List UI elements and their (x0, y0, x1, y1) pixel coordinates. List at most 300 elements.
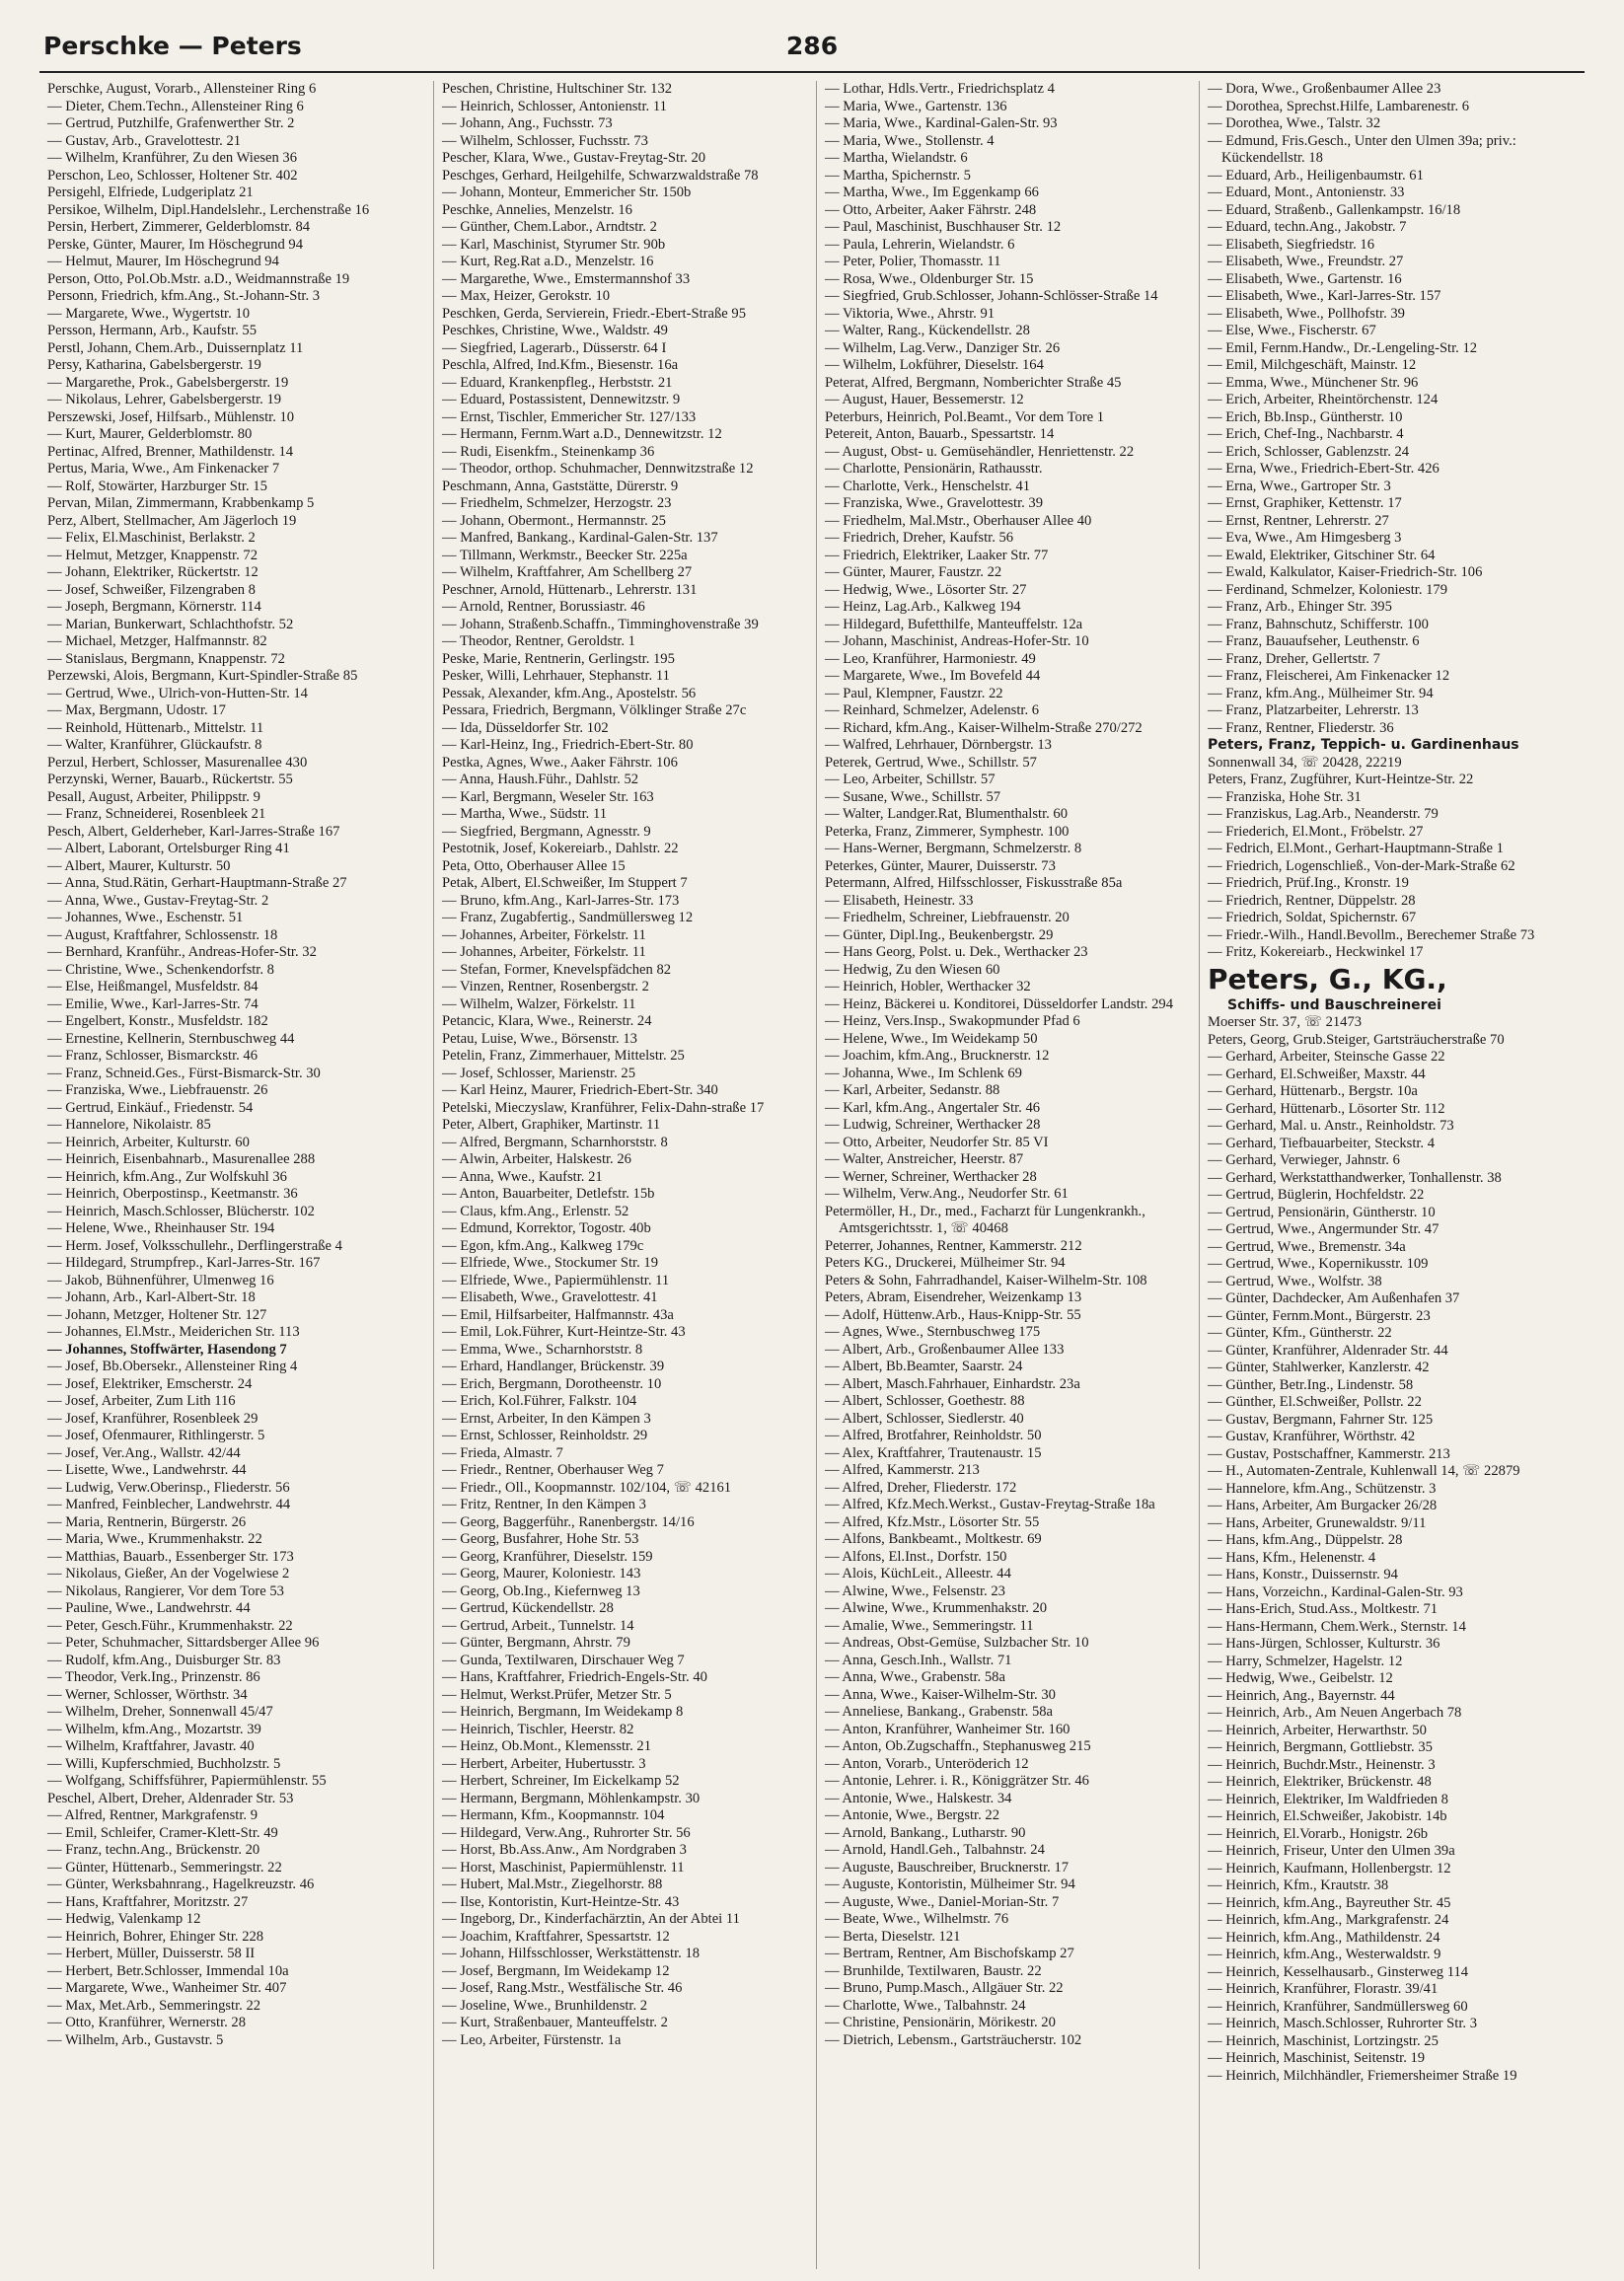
directory-entry: — Josef, Schlosser, Marienstr. 25 (442, 1065, 636, 1081)
directory-entry: — Wilhelm, Schlosser, Fuchsstr. 73 (442, 132, 648, 149)
directory-entry: — Stanislaus, Bergmann, Knappenstr. 72 (47, 650, 285, 667)
directory-entry: — Elfriede, Wwe., Stockumer Str. 19 (442, 1255, 658, 1271)
directory-entry: Peschmann, Anna, Gaststätte, Dürerstr. 9 (442, 478, 679, 494)
directory-entry: Pertinac, Alfred, Brenner, Mathildenstr. 14 (47, 443, 294, 460)
directory-entry: — Johann, Ang., Fuchsstr. 73 (442, 115, 613, 131)
directory-entry: — Anna, Wwe., Kaiser-Wilhelm-Str. 30 (825, 1686, 1056, 1703)
directory-entry: — Gerhard, Hüttenarb., Bergstr. 10a (1208, 1083, 1418, 1099)
directory-entry: — Siegfried, Lagerarb., Düsserstr. 64 I (442, 339, 667, 356)
directory-entry: — Rudi, Eisenkfm., Steinenkamp 36 (442, 443, 655, 460)
directory-entry: — Elisabeth, Wwe., Freundstr. 27 (1208, 254, 1404, 269)
directory-entry: — Günther, Betr.Ing., Lindenstr. 58 (1208, 1376, 1414, 1393)
directory-entry: Peters, Abram, Eisendreher, Weizenkamp 13 (825, 1289, 1082, 1305)
directory-entry: — Reinhard, Schmelzer, Adelenstr. 6 (825, 702, 1040, 718)
directory-entry: — Heinrich, Milchhändler, Friemersheimer Straße 19 (1208, 2067, 1517, 2084)
directory-entry: — Wolfgang, Schiffsführer, Papiermühlenstr. 55 (47, 1773, 327, 1789)
directory-entry: — Johannes, Arbeiter, Förkelstr. 11 (442, 944, 646, 960)
directory-entry: — Heinrich, Schlosser, Antonienstr. 11 (442, 98, 667, 114)
directory-entry: Pestka, Agnes, Wwe., Aaker Fährstr. 106 (442, 754, 678, 771)
directory-entry: — Bruno, kfm.Ang., Karl-Jarres-Str. 173 (442, 892, 680, 909)
directory-entry: Peterburs, Heinrich, Pol.Beamt., Vor dem Tore 1 (825, 408, 1105, 425)
directory-entry: Peter, Albert, Graphiker, Martinstr. 11 (442, 1117, 661, 1133)
directory-entry: — Rolf, Stowärter, Harzburger Str. 15 (47, 478, 267, 494)
directory-entry: — Hans, Kfm., Helenenstr. 4 (1208, 1549, 1376, 1566)
directory-entry: — Anneliese, Bankang., Grabenstr. 58a (825, 1704, 1054, 1720)
directory-entry: — Antonie, Wwe., Bergstr. 22 (825, 1807, 1000, 1823)
directory-entry: — Heinz, Bäckerei u. Konditorei, Düsseldorfer Landstr. 294 (825, 995, 1173, 1012)
directory-entry: — Helmut, Maurer, Im Höschegrund 94 (47, 254, 279, 269)
directory-entry: — Johannes, Stoffwärter, Hasendong 7 (47, 1341, 287, 1358)
directory-entry: — Ernst, Rentner, Lehrerstr. 27 (1208, 512, 1389, 529)
directory-entry: — Alfons, El.Inst., Dorfstr. 150 (825, 1548, 1007, 1565)
directory-entry: — Heinrich, kfm.Ang., Zur Wolfskuhl 36 (47, 1168, 287, 1185)
directory-entry: — Helene, Wwe., Rheinhauser Str. 194 (47, 1220, 275, 1236)
directory-entry: — Hedwig, Valenkamp 12 (47, 1911, 201, 1927)
directory-entry: — Erich, Bb.Insp., Güntherstr. 10 (1208, 408, 1403, 425)
directory-entry: — Manfred, Bankang., Kardinal-Galen-Str. 137 (442, 530, 718, 546)
directory-entry: — Franz, Platzarbeiter, Lehrerstr. 13 (1208, 702, 1419, 718)
directory-entry: — Charlotte, Wwe., Talbahnstr. 24 (825, 1997, 1026, 2014)
column-3 (817, 81, 1200, 2269)
directory-entry: — Theodor, Verk.Ing., Prinzenstr. 86 (47, 1669, 260, 1685)
directory-entry: — Michael, Metzger, Halfmannstr. 82 (47, 633, 267, 649)
directory-entry: Peta, Otto, Oberhauser Allee 15 (442, 857, 626, 874)
directory-entry: — Theodor, Rentner, Geroldstr. 1 (442, 633, 635, 649)
directory-entry: — Pauline, Wwe., Landwehrstr. 44 (47, 1600, 251, 1616)
directory-entry: — Kurt, Reg.Rat a.D., Menzelstr. 16 (442, 254, 654, 269)
directory-entry: — Anna, Haush.Führ., Dahlstr. 52 (442, 772, 639, 787)
directory-entry: — Friedhelm, Schreiner, Liebfrauenstr. 20 (825, 910, 1070, 925)
directory-entry: — Franz, Schneid.Ges., Fürst-Bismarck-Str. 30 (47, 1065, 321, 1081)
directory-entry: — Gerhard, Werkstatthandwerker, Tonhallenstr. 38 (1208, 1169, 1502, 1186)
directory-entry: — Heinrich, El.Schweißer, Jakobistr. 14b (1208, 1808, 1447, 1824)
directory-entry: — Anna, Stud.Rätin, Gerhart-Hauptmann-Straße 27 (47, 875, 347, 891)
directory-entry: — Heinrich, Friseur, Unter den Ulmen 39a (1208, 1843, 1455, 1859)
directory-entry: — Karl, Bergmann, Weseler Str. 163 (442, 788, 654, 805)
directory-entry: — Albert, Bb.Beamter, Saarstr. 24 (825, 1359, 1023, 1374)
directory-entry: — Günter, Bergmann, Ahrstr. 79 (442, 1635, 630, 1651)
directory-entry: — Hermann, Bergmann, Möhlenkampstr. 30 (442, 1790, 701, 1806)
directory-entry: Peters KG., Druckerei, Mülheimer Str. 94 (825, 1255, 1066, 1271)
directory-entry: — Amalie, Wwe., Semmeringstr. 11 (825, 1617, 1034, 1634)
directory-entry: — Heinrich, Kranführer, Florastr. 39/41 (1208, 1981, 1439, 1997)
directory-entry: — Paul, Klempner, Faustzr. 22 (825, 685, 1003, 701)
directory-entry: — Emma, Wwe., Münchener Str. 96 (1208, 374, 1419, 391)
directory-entry: — Heinrich, kfm.Ang., Bayreuther Str. 45 (1208, 1894, 1451, 1911)
directory-entry: — Josef, Bergmann, Im Weidekamp 12 (442, 1962, 670, 1979)
directory-entry: — Walter, Rang., Kückendellstr. 28 (825, 323, 1030, 338)
directory-entry: Perzul, Herbert, Schlosser, Masurenallee 430 (47, 754, 308, 771)
directory-entry: Persson, Hermann, Arb., Kaufstr. 55 (47, 323, 257, 338)
directory-entry: — Gustav, Postschaffner, Kammerstr. 213 (1208, 1445, 1450, 1462)
column-1 (39, 81, 434, 2269)
directory-entry: — Josef, Elektriker, Emscherstr. 24 (47, 1375, 253, 1392)
directory-entry: — Bruno, Pump.Masch., Allgäuer Str. 22 (825, 1980, 1064, 1996)
directory-entry: — Leo, Arbeiter, Fürstenstr. 1a (442, 2031, 622, 2048)
directory-entry: — Walter, Landger.Rat, Blumenthalstr. 60 (825, 806, 1069, 822)
directory-entry: — Ewald, Elektriker, Gitschiner Str. 64 (1208, 547, 1436, 563)
directory-entry: — Gertrud, Wwe., Bremenstr. 34a (1208, 1238, 1406, 1255)
directory-entry: — Friedrich, Dreher, Kaufstr. 56 (825, 530, 1014, 546)
directory-entry: — Hans-Jürgen, Schlosser, Kulturstr. 36 (1208, 1636, 1440, 1652)
directory-entry: — Horst, Bb.Ass.Anw., Am Nordgraben 3 (442, 1842, 687, 1858)
directory-entry: — Eduard, Arb., Heiligenbaumstr. 61 (1208, 167, 1424, 184)
directory-entry: — Ernst, Schlosser, Reinholdstr. 29 (442, 1428, 648, 1443)
directory-entry: — Josef, Schweißer, Filzengraben 8 (47, 581, 256, 598)
directory-entry: — Antonie, Wwe., Halskestr. 34 (825, 1790, 1012, 1806)
directory-entry: — Johann, Straßenb.Schaffn., Timminghovenstraße 39 (442, 616, 759, 632)
directory-entry: — Leo, Arbeiter, Schillstr. 57 (825, 772, 996, 787)
directory-entry: — Gerhard, Mal. u. Anstr., Reinholdstr. 73 (1208, 1118, 1454, 1134)
directory-entry: — Ernestine, Kellnerin, Sternbuschweg 44 (47, 1030, 295, 1047)
directory-entry: — Eduard, Krankenpfleg., Herbststr. 21 (442, 374, 673, 391)
directory-entry: — Alwine, Wwe., Krummenhakstr. 20 (825, 1600, 1048, 1616)
directory-entry: — Karl, kfm.Ang., Angertaler Str. 46 (825, 1099, 1041, 1116)
directory-entry: Perschon, Leo, Schlosser, Holtener Str. 402 (47, 167, 298, 184)
directory-entry: — Christine, Pensionärin, Mörikestr. 20 (825, 2015, 1056, 2030)
directory-entry: — Heinrich, Arb., Am Neuen Angerbach 78 (1208, 1705, 1462, 1721)
directory-entry: — Heinrich, kfm.Ang., Westerwaldstr. 9 (1208, 1947, 1441, 1962)
directory-entry: — Alfred, Bergmann, Scharnhorststr. 8 (442, 1134, 668, 1150)
directory-entry: — Emil, Schleifer, Cramer-Klett-Str. 49 (47, 1824, 278, 1841)
directory-entry: — Hans, Konstr., Duissernstr. 94 (1208, 1567, 1398, 1582)
directory-entry: — Wilhelm, Walzer, Förkelstr. 11 (442, 995, 636, 1012)
directory-entry: — Herbert, Arbeiter, Hubertusstr. 3 (442, 1755, 646, 1772)
directory-entry: — Johann, Elektriker, Rückertstr. 12 (47, 564, 258, 580)
directory-entry: — Hans-Hermann, Chem.Werk., Sternstr. 14 (1208, 1618, 1466, 1635)
directory-entry: — Georg, Kranführer, Dieselstr. 159 (442, 1548, 653, 1565)
directory-entry: Petermann, Alfred, Hilfsschlosser, Fiskusstraße 85a (825, 875, 1123, 891)
directory-entry: — Günter, Kranführer, Aldenrader Str. 44 (1208, 1342, 1448, 1359)
directory-entry: — Wilhelm, Lag.Verw., Danziger Str. 26 (825, 339, 1061, 356)
directory-entry: — Joachim, Kraftfahrer, Spessartstr. 12 (442, 1928, 670, 1945)
directory-entry: — Christine, Wwe., Schenkendorfstr. 8 (47, 961, 274, 978)
directory-entry: — Johann, Metzger, Holtener Str. 127 (47, 1306, 267, 1323)
directory-entry: — Martha, Wwe., Südstr. 11 (442, 806, 608, 822)
directory-entry: — Eduard, Straßenb., Gallenkampstr. 16/18 (1208, 201, 1461, 218)
directory-entry: — Heinrich, Kranführer, Sandmüllersweg 60 (1208, 1998, 1468, 2015)
directory-entry: — Walfred, Lehrhauer, Dörnbergstr. 13 (825, 737, 1052, 753)
directory-entry: Peterka, Franz, Zimmerer, Symphestr. 100 (825, 823, 1070, 840)
directory-entry: Perzewski, Alois, Bergmann, Kurt-Spindler-Straße 85 (47, 668, 358, 684)
directory-entry: — Alfred, Kfz.Mstr., Lösorter Str. 55 (825, 1513, 1040, 1530)
directory-entry: Peschner, Arnold, Hüttenarb., Lehrerstr. 131 (442, 581, 698, 598)
directory-entry: Petelski, Mieczyslaw, Kranführer, Felix-Dahn-straße 17 (442, 1099, 765, 1116)
directory-entry: — Wilhelm, Dreher, Sonnenwall 45/47 (47, 1704, 273, 1720)
directory-entry: — Anton, Kranführer, Wanheimer Str. 160 (825, 1721, 1070, 1737)
directory-entry: — Herbert, Schreiner, Im Eickelkamp 52 (442, 1773, 680, 1789)
directory-entry: — Arnold, Handl.Geh., Talbahnstr. 24 (825, 1842, 1045, 1858)
directory-entry: — Brunhilde, Textilwaren, Baustr. 22 (825, 1962, 1042, 1979)
directory-entry: — Wilhelm, Verw.Ang., Neudorfer Str. 61 (825, 1186, 1069, 1202)
directory-entry: — Elfriede, Wwe., Papiermühlenstr. 11 (442, 1272, 670, 1288)
directory-entry: — Werner, Schreiner, Werthacker 28 (825, 1168, 1037, 1185)
directory-entry: — Johann, Monteur, Emmericher Str. 150b (442, 184, 692, 200)
directory-entry: — Heinz, Vers.Insp., Swakopmunder Pfad 6 (825, 1013, 1080, 1029)
directory-entry: Peters, Franz, Zugführer, Kurt-Heintze-Str. 22 (1208, 772, 1474, 787)
directory-entry: — Fritz, Kokereiarb., Heckwinkel 17 (1208, 944, 1424, 960)
directory-entry: — Wilhelm, Lokführer, Dieselstr. 164 (825, 357, 1044, 373)
directory-entry: Peschken, Gerda, Servierein, Friedr.-Ebert-Straße 95 (442, 305, 746, 322)
directory-entry: — Anna, Wwe., Gustav-Freytag-Str. 2 (47, 892, 269, 909)
directory-entry: Peschkes, Christine, Wwe., Waldstr. 49 (442, 323, 668, 338)
directory-entry: — Peter, Polier, Thomasstr. 11 (825, 254, 1001, 269)
directory-entry: — Heinrich, Bergmann, Gottliebstr. 35 (1208, 1739, 1433, 1755)
directory-entry: — Fedrich, El.Mont., Gerhart-Hauptmann-Straße 1 (1208, 841, 1504, 856)
directory-entry: — Helene, Wwe., Im Weidekamp 50 (825, 1030, 1038, 1047)
directory-entry: — Anna, Gesch.Inh., Wallstr. 71 (825, 1652, 1012, 1668)
directory-entry: — Franz, kfm.Ang., Mülheimer Str. 94 (1208, 685, 1434, 701)
directory-entry: — August, Kraftfahrer, Schlossenstr. 18 (47, 926, 278, 943)
directory-entry: Persin, Herbert, Zimmerer, Gelderblomstr. 84 (47, 219, 311, 235)
directory-entry: — Otto, Arbeiter, Aaker Fährstr. 248 (825, 201, 1037, 218)
directory-entry: — Otto, Kranführer, Wernerstr. 28 (47, 2015, 247, 2030)
directory-entry: — Martha, Wwe., Im Eggenkamp 66 (825, 184, 1039, 200)
directory-entry: — Ernst, Arbeiter, In den Kämpen 3 (442, 1410, 651, 1427)
column-4 (1200, 81, 1585, 2269)
directory-entry: — Franz, Dreher, Gellertstr. 7 (1208, 650, 1380, 667)
directory-entry: — Felix, El.Maschinist, Berlakstr. 2 (47, 530, 256, 546)
directory-entry: — Peter, Schuhmacher, Sittardsberger Allee 96 (47, 1635, 320, 1651)
directory-entry: — Ernst, Graphiker, Kettenstr. 17 (1208, 495, 1402, 511)
directory-entry: — Günter, Kfm., Güntherstr. 22 (1208, 1325, 1392, 1341)
directory-entry: — Albert, Schlosser, Siedlerstr. 40 (825, 1410, 1024, 1427)
directory-entry: Perschke, August, Vorarb., Allensteiner Ring 6 (47, 81, 317, 97)
directory-entry: — Heinrich, Ang., Bayernstr. 44 (1208, 1687, 1395, 1704)
directory-entry: — Anna, Wwe., Grabenstr. 58a (825, 1669, 1005, 1685)
directory-entry: — Georg, Baggerführ., Ranenbergstr. 14/16 (442, 1513, 695, 1530)
directory-entry: — Siegfried, Bergmann, Agnesstr. 9 (442, 823, 651, 840)
directory-entry: — Heinz, Lag.Arb., Kalkweg 194 (825, 599, 1021, 615)
directory-entry: — Hannelore, Nikolaistr. 85 (47, 1117, 211, 1133)
directory-entry: — Wilhelm, Arb., Gustavstr. 5 (47, 2031, 224, 2048)
directory-entry: Peterrer, Johannes, Rentner, Kammerstr. 212 (825, 1237, 1082, 1254)
directory-entry: — Gertrud, Wwe., Kopernikusstr. 109 (1208, 1256, 1429, 1272)
directory-entry: — Helmut, Werkst.Prüfer, Metzer Str. 5 (442, 1686, 672, 1703)
directory-entry: — Franziska, Wwe., Gravelottestr. 39 (825, 495, 1044, 511)
directory-entry: Petak, Albert, El.Schweißer, Im Stuppert 7 (442, 875, 688, 891)
directory-entry: Pertus, Maria, Wwe., Am Finkenacker 7 (47, 461, 280, 477)
directory-entry: Pestotnik, Josef, Kokereiarb., Dahlstr. 22 (442, 841, 679, 856)
directory-entry: — Paul, Maschinist, Buschhauser Str. 12 (825, 219, 1062, 235)
directory-entry: — Willi, Kupferschmied, Buchholzstr. 5 (47, 1755, 281, 1772)
directory-entry: — Maria, Rentnerin, Bürgerstr. 26 (47, 1513, 247, 1530)
directory-entry: — Friedrich, Rentner, Düppelstr. 28 (1208, 892, 1416, 909)
directory-entry: Petelin, Franz, Zimmerhauer, Mittelstr. 25 (442, 1048, 685, 1064)
directory-entry: — Elisabeth, Wwe., Gravelottestr. 41 (442, 1289, 658, 1305)
directory-entry: — Albert, Arb., Großenbaumer Allee 133 (825, 1341, 1065, 1358)
directory-entry: — Hans, Vorzeichn., Kardinal-Galen-Str. 93 (1208, 1583, 1463, 1600)
directory-entry: — Harry, Schmelzer, Hagelstr. 12 (1208, 1653, 1403, 1669)
directory-entry: — Heinrich, Eisenbahnarb., Masurenallee 288 (47, 1151, 316, 1167)
directory-entry: — Günter, Maurer, Faustzr. 22 (825, 564, 1002, 580)
directory-entry: — Bernhard, Kranführ., Andreas-Hofer-Str. 32 (47, 944, 317, 960)
directory-entry: — Josef, Rang.Mstr., Westfälische Str. 46 (442, 1980, 683, 1996)
directory-entry: — Ferdinand, Schmelzer, Koloniestr. 179 (1208, 581, 1448, 598)
directory-entry: — Else, Wwe., Fischerstr. 67 (1208, 323, 1376, 338)
directory-entry: Petau, Luise, Wwe., Börsenstr. 13 (442, 1030, 637, 1047)
directory-entry: Pesch, Albert, Gelderheber, Karl-Jarres-Straße 167 (47, 823, 340, 840)
directory-entry: — Eva, Wwe., Am Himgesberg 3 (1208, 530, 1402, 546)
directory-entry: — Friedrich, Prüf.Ing., Kronstr. 19 (1208, 875, 1409, 891)
directory-entry: Pessara, Friedrich, Bergmann, Völklinger Straße 27c (442, 702, 747, 718)
directory-entry: — Andreas, Obst-Gemüse, Sulzbacher Str. 10 (825, 1635, 1089, 1651)
directory-entry: — Herm. Josef, Volksschullehr., Derflingerstraße 4 (47, 1237, 342, 1254)
directory-entry: — Anton, Bauarbeiter, Detlefstr. 15b (442, 1186, 655, 1202)
directory-entry: — Hans, Arbeiter, Am Burgacker 26/28 (1208, 1498, 1438, 1513)
directory-entry: — Gerhard, El.Schweißer, Maxstr. 44 (1208, 1066, 1426, 1082)
directory-entry: — Hans-Werner, Bergmann, Schmelzerstr. 8 (825, 841, 1082, 856)
directory-entry: — Georg, Busfahrer, Hohe Str. 53 (442, 1531, 639, 1547)
directory-entry: — Gertrud, Einkäuf., Friedenstr. 54 (47, 1099, 254, 1116)
directory-entry: — Alwine, Wwe., Felsenstr. 23 (825, 1582, 1005, 1599)
directory-entry: — Heinrich, Masch.Schlosser, Blücherstr. 102 (47, 1203, 315, 1219)
directory-entry: — Karl-Heinz, Ing., Friedrich-Ebert-Str. 80 (442, 737, 694, 753)
directory-entry: — Emil, Hilfsarbeiter, Halfmannstr. 43a (442, 1306, 674, 1323)
directory-entry: — Heinrich, Bergmann, Im Weidekamp 8 (442, 1704, 684, 1720)
directory-entry: — Heinrich, Kfm., Krautstr. 38 (1208, 1877, 1389, 1893)
directory-entry: — Paula, Lehrerin, Wielandstr. 6 (825, 236, 1015, 253)
directory-entry: — Anton, Vorarb., Unteröderich 12 (825, 1755, 1029, 1772)
directory-entry: — Alex, Kraftfahrer, Trautenaustr. 15 (825, 1444, 1042, 1461)
directory-entry: — Friedrich, Logenschließ., Von-der-Mark-Straße 62 (1208, 857, 1515, 874)
directory-entry: — Emilie, Wwe., Karl-Jarres-Str. 74 (47, 995, 258, 1012)
directory-entry: — Kurt, Straßenbauer, Manteuffelstr. 2 (442, 2015, 668, 2030)
directory-entry: — Walter, Anstreicher, Heerstr. 87 (825, 1151, 1024, 1167)
directory-entry: — Wilhelm, Kraftfahrer, Am Schellberg 27 (442, 564, 693, 580)
directory-entry: — Bertram, Rentner, Am Bischofskamp 27 (825, 1946, 1074, 1961)
directory-entry: — Elisabeth, Wwe., Pollhofstr. 39 (1208, 305, 1405, 322)
directory-entry: Personn, Friedrich, kfm.Ang., St.-Johann-Str. 3 (47, 288, 321, 304)
directory-entry: — Günther, El.Schweißer, Pollstr. 22 (1208, 1394, 1422, 1410)
directory-entry: — Günter, Fernm.Mont., Bürgerstr. 23 (1208, 1307, 1431, 1324)
directory-entry: — Vinzen, Rentner, Rosenbergstr. 2 (442, 979, 649, 994)
directory-entry: — Emil, Milchgeschäft, Mainstr. 12 (1208, 357, 1417, 373)
directory-entry: — Gertrud, Pensionärin, Güntherstr. 10 (1208, 1204, 1436, 1220)
directory-entry: — Karl, Maschinist, Styrumer Str. 90b (442, 236, 666, 253)
directory-entry: — Reinhold, Hüttenarb., Mittelstr. 11 (47, 719, 264, 736)
directory-entry: — Maria, Wwe., Krummenhakstr. 22 (47, 1531, 262, 1547)
directory-entry: — Erna, Wwe., Gartroper Str. 3 (1208, 478, 1391, 494)
directory-entry: — Johanna, Wwe., Im Schlenk 69 (825, 1065, 1022, 1081)
directory-entry: — Gustav, Arb., Gravelottestr. 21 (47, 132, 242, 149)
page-header (39, 26, 1585, 73)
directory-entry: — Franz, Bauaufseher, Leuthenstr. 6 (1208, 633, 1420, 649)
directory-entry: Peterek, Gertrud, Wwe., Schillstr. 57 (825, 754, 1037, 771)
directory-entry: — Hans, Kraftfahrer, Moritzstr. 27 (47, 1893, 249, 1910)
directory-entry: — Gertrud, Putzhilfe, Grafenwerther Str. 2 (47, 115, 295, 131)
page-number: 286 (785, 32, 839, 60)
directory-entry: — Heinrich, Buchdr.Mstr., Heinenstr. 3 (1208, 1756, 1436, 1773)
directory-entry: — Erich, Arbeiter, Rheintörchenstr. 124 (1208, 392, 1439, 407)
directory-entry: — Ingeborg, Dr., Kinderfachärztin, An der Abtei 11 (442, 1911, 740, 1927)
directory-entry: Petancic, Klara, Wwe., Reinerstr. 24 (442, 1013, 652, 1029)
directory-entry: Pescher, Klara, Wwe., Gustav-Freytag-Str. 20 (442, 150, 706, 166)
directory-entry: — Hans Georg, Polst. u. Dek., Werthacker 23 (825, 944, 1088, 960)
directory-entry: Persikoe, Wilhelm, Dipl.Handelslehr., Lerchenstraße 16 (47, 201, 370, 218)
directory-entry: — Dora, Wwe., Großenbaumer Allee 23 (1208, 81, 1441, 97)
directory-entry: — Franz, techn.Ang., Brückenstr. 20 (47, 1842, 260, 1858)
directory-entry: Person, Otto, Pol.Ob.Mstr. a.D., Weidmannstraße 19 (47, 270, 350, 287)
directory-entry: — Alfred, Rentner, Markgrafenstr. 9 (47, 1807, 258, 1823)
directory-entry: — Friedr., Rentner, Oberhauser Weg 7 (442, 1462, 664, 1478)
directory-entry: — Margarete, Wwe., Wygertstr. 10 (47, 305, 251, 322)
directory-entry: — Heinrich, Arbeiter, Herwarthstr. 50 (1208, 1722, 1427, 1738)
directory-entry: Pessak, Alexander, kfm.Ang., Apostelstr. 56 (442, 685, 697, 701)
directory-entry: — Dieter, Chem.Techn., Allensteiner Ring 6 (47, 98, 304, 114)
directory-entry: — Johann, Obermont., Hermannstr. 25 (442, 512, 666, 529)
directory-entry: — Elisabeth, Heinestr. 33 (825, 892, 974, 909)
directory-entry: — Friedhelm, Mal.Mstr., Oberhauser Allee 40 (825, 512, 1092, 529)
directory-entry: — Alwin, Arbeiter, Halskestr. 26 (442, 1151, 631, 1167)
directory-entry: — Franz, Fleischerei, Am Finkenacker 12 (1208, 668, 1450, 684)
directory-entry: — Heinrich, Bohrer, Ehinger Str. 228 (47, 1928, 264, 1945)
directory-entry: — Martha, Spichernstr. 5 (825, 167, 971, 184)
directory-entry: — Gertrud, Kückendellstr. 28 (442, 1600, 614, 1616)
directory-entry: — Heinrich, Oberpostinsp., Keetmanstr. 36 (47, 1186, 298, 1202)
directory-entry: — Heinrich, Masch.Schlosser, Ruhrorter Str. 3 (1208, 2016, 1478, 2031)
directory-entry: — Georg, Maurer, Koloniestr. 143 (442, 1566, 641, 1582)
directory-entry: — August, Hauer, Bessemerstr. 12 (825, 392, 1024, 407)
directory-entry: — Hans-Erich, Stud.Ass., Moltkestr. 71 (1208, 1601, 1439, 1617)
directory-entry: — Gustav, Kranführer, Wörthstr. 42 (1208, 1429, 1416, 1444)
directory-entry: — Max, Bergmann, Udostr. 17 (47, 702, 226, 718)
directory-entry: — Josef, Kranführer, Rosenbleek 29 (47, 1410, 258, 1427)
directory-entry: — Auguste, Kontoristin, Mülheimer Str. 94 (825, 1876, 1075, 1892)
directory-entry: — Siegfried, Grub.Schlosser, Johann-Schlösser-Straße 14 (825, 288, 1158, 304)
directory-entry: — Hedwig, Wwe., Geibelstr. 12 (1208, 1670, 1393, 1686)
directory-entry: — Emil, Lok.Führer, Kurt-Heintze-Str. 43 (442, 1324, 686, 1340)
directory-entry: — Herbert, Betr.Schlosser, Immendal 10a (47, 1962, 289, 1979)
directory-entry: — Gerhard, Verwieger, Jahnstr. 6 (1208, 1152, 1400, 1168)
directory-entry: — Heinrich, Arbeiter, Kulturstr. 60 (47, 1134, 250, 1150)
directory-entry: — Gerhard, Hüttenarb., Lösorter Str. 112 (1208, 1100, 1445, 1117)
directory-entry: — Walter, Kranführer, Glückaufstr. 8 (47, 737, 262, 753)
directory-entry: — Ewald, Kalkulator, Kaiser-Friedrich-Str. 106 (1208, 564, 1483, 580)
directory-entry: — Hans, Arbeiter, Grunewaldstr. 9/11 (1208, 1514, 1427, 1531)
directory-entry: Peters & Sohn, Fahrradhandel, Kaiser-Wilhelm-Str. 108 (825, 1272, 1147, 1288)
directory-entry: — Alois, KüchLeit., Alleestr. 44 (825, 1566, 1011, 1582)
directory-entry: — Joachim, kfm.Ang., Brucknerstr. 12 (825, 1048, 1050, 1064)
directory-entry: — Emma, Wwe., Scharnhorststr. 8 (442, 1341, 643, 1358)
directory-entry: — Wilhelm, kfm.Ang., Mozartstr. 39 (47, 1721, 261, 1737)
directory-entry: — Günter, Stahlwerker, Kanzlerstr. 42 (1208, 1360, 1430, 1375)
directory-entry: — Friederich, El.Mont., Fröbelstr. 27 (1208, 823, 1424, 840)
directory-entry: — Franz, Rentner, Fliederstr. 36 (1208, 719, 1394, 736)
advert-subheading: Schiffs- und Bauschreinerei (1227, 996, 1441, 1013)
directory-entry: — Heinrich, Kesselhausarb., Ginsterweg 114 (1208, 1963, 1469, 1980)
directory-entry: — Heinrich, Maschinist, Lortzingstr. 25 (1208, 2032, 1439, 2049)
directory-entry: Perzynski, Werner, Bauarb., Rückertstr. 55 (47, 772, 293, 787)
directory-entry: — Elisabeth, Wwe., Karl-Jarres-Str. 157 (1208, 288, 1441, 304)
directory-entry: — Alfred, Brotfahrer, Reinholdstr. 50 (825, 1428, 1042, 1443)
directory-entry: — Günter, Hüttenarb., Semmeringstr. 22 (47, 1859, 282, 1876)
directory-entry: — Wilhelm, Kraftfahrer, Javastr. 40 (47, 1738, 255, 1754)
directory-entry: Peschke, Annelies, Menzelstr. 16 (442, 201, 632, 218)
directory-entry: — Günther, Chem.Labor., Arndtstr. 2 (442, 219, 657, 235)
directory-entry: Peschla, Alfred, Ind.Kfm., Biesenstr. 16a (442, 357, 679, 373)
directory-entry: Petereit, Anton, Bauarb., Spessartstr. 14 (825, 426, 1055, 442)
directory-entry: — Charlotte, Verk., Henschelstr. 41 (825, 478, 1031, 494)
directory-entry: — Johann, Arb., Karl-Albert-Str. 18 (47, 1289, 256, 1305)
directory-entry: — Johann, Hilfsschlosser, Werkstättenstr. 18 (442, 1946, 701, 1961)
directory-entry: — Franz, Zugabfertig., Sandmüllersweg 12 (442, 910, 694, 925)
directory-entry: — Franz, Schlosser, Bismarckstr. 46 (47, 1048, 258, 1064)
directory-entry: — Alfons, Bankbeamt., Moltkestr. 69 (825, 1531, 1042, 1547)
directory-entry: — Franz, Arb., Ehinger Str. 395 (1208, 599, 1392, 615)
directory-entry: — Helmut, Metzger, Knappenstr. 72 (47, 547, 258, 563)
directory-entry: Pervan, Milan, Zimmermann, Krabbenkamp 5 (47, 495, 315, 511)
